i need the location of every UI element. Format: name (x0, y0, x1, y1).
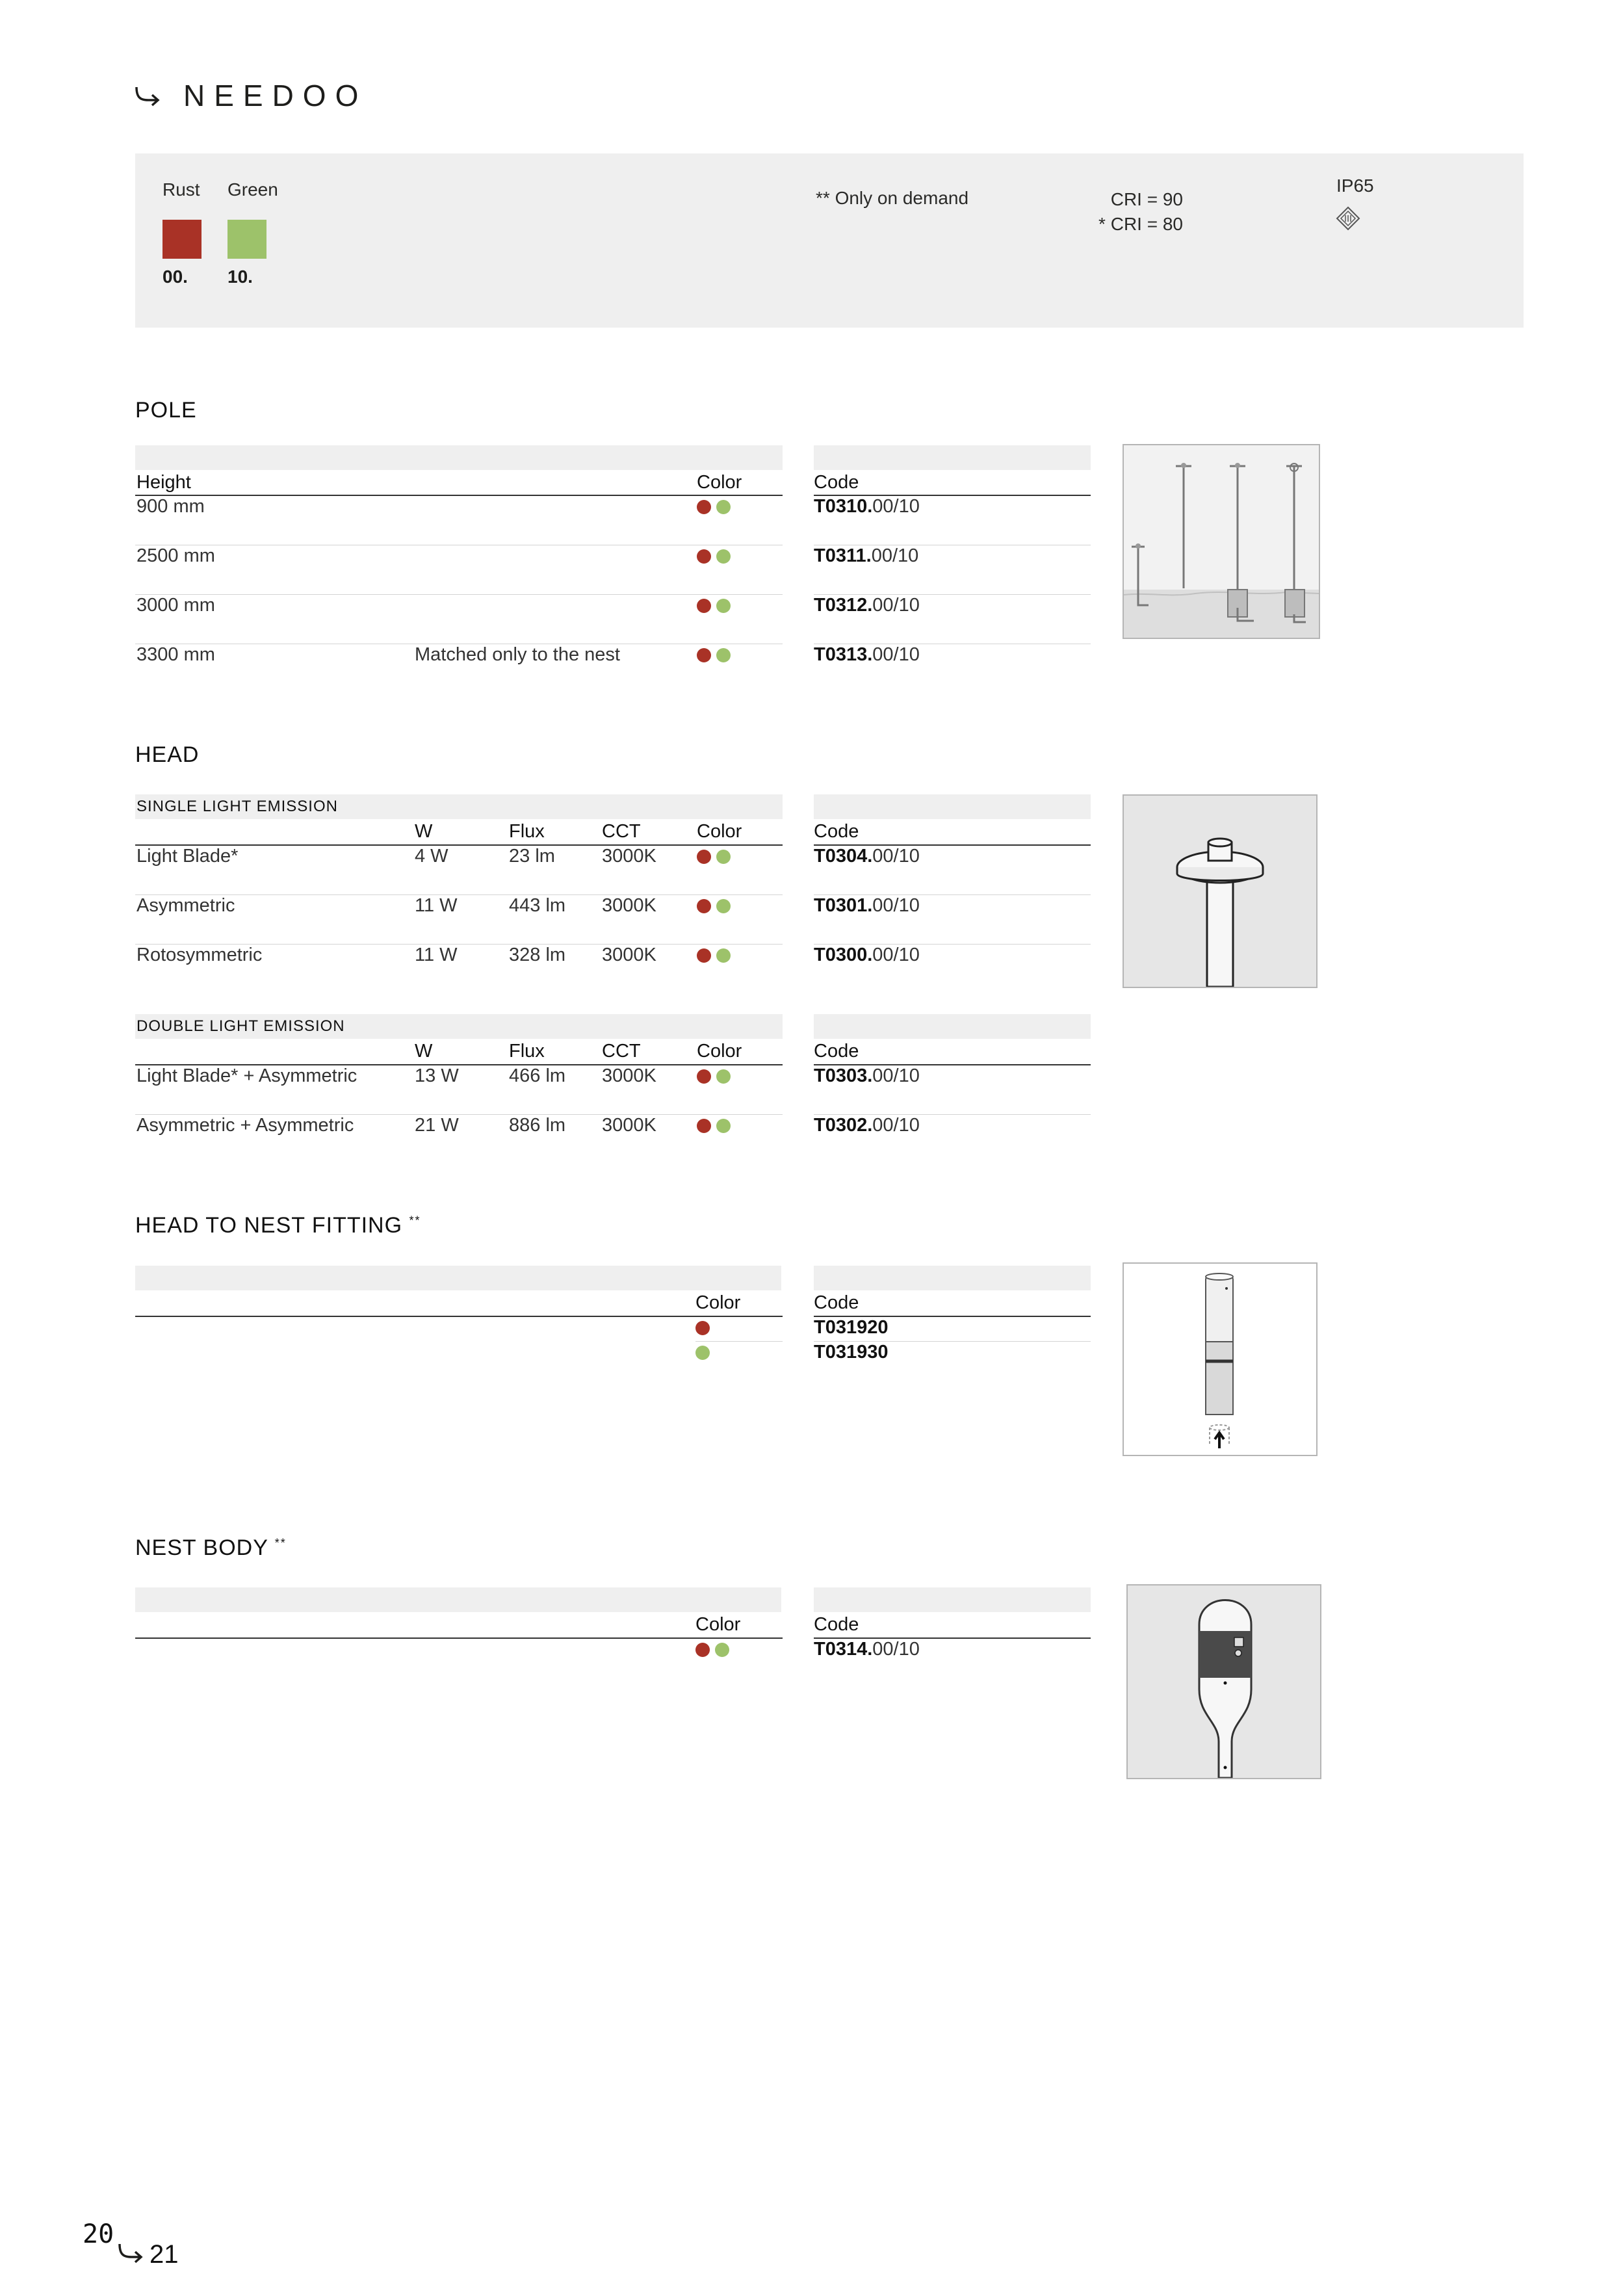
fitting-header-color: Color (695, 1292, 741, 1313)
rust-dot (695, 1643, 710, 1657)
pole-header-height: Height (136, 472, 191, 493)
hook-arrow-icon (134, 85, 161, 107)
fitting-header-code: Code (814, 1292, 859, 1313)
color-dots (697, 1119, 731, 1133)
rust-dot (697, 850, 711, 864)
pole-row-code: T0311.00/10 (814, 545, 919, 566)
swatch-code-rust: 00. (162, 267, 188, 287)
head-row-flux: 23 lm (509, 846, 555, 867)
head-row-code: T0301.00/10 (814, 895, 920, 916)
pole-row-height: 900 mm (136, 496, 205, 517)
nest-header-rule (135, 1637, 783, 1639)
pole-row-height: 3300 mm (136, 644, 215, 665)
fitting-row-code: T031930 (814, 1342, 889, 1363)
green-dot (695, 1346, 710, 1360)
head-row-code: T0304.00/10 (814, 846, 920, 867)
color-dots (695, 1321, 710, 1335)
rust-dot (697, 948, 711, 963)
fitting-illustration (1123, 1262, 1318, 1456)
green-dot (716, 1069, 731, 1084)
rust-swatch (162, 220, 201, 259)
head-row-w: 11 W (415, 895, 458, 916)
color-dots (697, 549, 731, 564)
color-dots (697, 899, 731, 913)
color-dots (697, 850, 731, 864)
head-row-name: Light Blade* (136, 846, 239, 867)
nest-code-bar (814, 1587, 1091, 1612)
swatch-label-rust: Rust (162, 179, 200, 200)
head-header-w: W (415, 821, 433, 842)
color-dots (695, 1346, 710, 1360)
row-divider (695, 1341, 783, 1342)
double-row-code: T0303.00/10 (814, 1065, 920, 1086)
rust-dot (697, 1119, 711, 1133)
pole-row-code: T0313.00/10 (814, 644, 920, 665)
green-dot (716, 948, 731, 963)
page-number-left: 20 (83, 2219, 114, 2249)
head-illustration (1123, 794, 1318, 988)
pole-table-bar (135, 445, 783, 470)
pole-row-height: 3000 mm (136, 595, 215, 616)
page-header (134, 78, 367, 113)
double-row-w: 21 W (415, 1115, 459, 1136)
green-dot (716, 599, 731, 613)
rust-dot (697, 899, 711, 913)
pole-header-rule (135, 495, 783, 496)
color-dots (697, 500, 731, 514)
fitting-code-bar (814, 1266, 1091, 1290)
pole-row-code: T0312.00/10 (814, 595, 920, 616)
double-row-flux: 886 lm (509, 1115, 566, 1136)
double-row-code: T0302.00/10 (814, 1115, 920, 1136)
nest-table-bar (135, 1587, 781, 1612)
green-dot (716, 899, 731, 913)
rust-dot (697, 648, 711, 662)
color-dots (695, 1643, 729, 1657)
double-row-flux: 466 lm (509, 1065, 566, 1086)
head-section-title: HEAD (135, 742, 200, 767)
head-row-cct: 3000K (602, 846, 656, 867)
class-iii-diamond-icon (1335, 205, 1361, 231)
ip-rating: IP65 (1336, 176, 1374, 196)
color-dots (697, 599, 731, 613)
color-dots (697, 648, 731, 662)
head-row-code: T0300.00/10 (814, 945, 920, 965)
fitting-section-title: HEAD TO NEST FITTING ** (135, 1213, 421, 1238)
double-row-name: Asymmetric + Asymmetric (136, 1115, 354, 1136)
row-divider (135, 594, 783, 595)
head-header-color: Color (697, 821, 742, 842)
rust-dot (697, 599, 711, 613)
double-header-cct: CCT (602, 1041, 641, 1062)
single-emission-label: SINGLE LIGHT EMISSION (135, 794, 783, 819)
green-dot (715, 1643, 729, 1657)
cri-80-note: * CRI = 80 (1098, 214, 1183, 234)
nest-header-color: Color (695, 1614, 741, 1635)
fitting-table-bar (135, 1266, 781, 1290)
pole-header-code: Code (814, 472, 859, 493)
double-row-w: 13 W (415, 1065, 459, 1086)
fitting-row-code: T031920 (814, 1317, 889, 1338)
page-number-right: 21 (149, 2240, 179, 2269)
head-code-bar (814, 794, 1091, 819)
pole-header-color: Color (697, 472, 742, 493)
demand-note: ** Only on demand (816, 188, 969, 208)
double-emission-label: DOUBLE LIGHT EMISSION (135, 1014, 783, 1039)
color-dots (697, 1069, 731, 1084)
head-header-code: Code (814, 821, 859, 842)
double-code-bar (814, 1014, 1091, 1039)
head-row-w: 11 W (415, 945, 458, 965)
rust-dot (695, 1321, 710, 1335)
double-row-cct: 3000K (602, 1115, 656, 1136)
head-row-name: Rotosymmetric (136, 945, 263, 965)
pole-row-height: 2500 mm (136, 545, 215, 566)
double-header-color: Color (697, 1041, 742, 1062)
head-row-cct: 3000K (602, 945, 656, 965)
head-row-flux: 443 lm (509, 895, 566, 916)
green-dot (716, 1119, 731, 1133)
nest-header-code: Code (814, 1614, 859, 1635)
green-dot (716, 648, 731, 662)
green-dot (716, 500, 731, 514)
finish-info-box (135, 153, 1524, 328)
green-swatch (227, 220, 266, 259)
rust-dot (697, 549, 711, 564)
swatch-code-green: 10. (227, 267, 253, 287)
head-row-flux: 328 lm (509, 945, 566, 965)
pole-section-title: POLE (135, 398, 197, 423)
head-row-cct: 3000K (602, 895, 656, 916)
head-row-name: Asymmetric (136, 895, 235, 916)
double-header-w: W (415, 1041, 433, 1062)
double-header-flux: Flux (509, 1041, 545, 1062)
pole-row-code: T0310.00/10 (814, 496, 920, 517)
cri-90-note: CRI = 90 (1110, 189, 1183, 209)
green-dot (716, 850, 731, 864)
color-dots (697, 948, 731, 963)
head-header-flux: Flux (509, 821, 545, 842)
head-row-w: 4 W (415, 846, 448, 867)
nest-row-code: T0314.00/10 (814, 1639, 920, 1660)
hook-arrow-icon (117, 2241, 144, 2263)
pole-heights-illustration (1123, 444, 1320, 639)
nest-body-illustration (1126, 1584, 1321, 1779)
rust-dot (697, 500, 711, 514)
nest-section-title: NEST BODY ** (135, 1535, 287, 1560)
pole-code-bar (814, 445, 1091, 470)
pole-row-note: Matched only to the nest (415, 644, 620, 665)
head-header-cct: CCT (602, 821, 641, 842)
double-row-cct: 3000K (602, 1065, 656, 1086)
product-title: NEEDOO (183, 79, 368, 112)
double-header-code: Code (814, 1041, 859, 1062)
rust-dot (697, 1069, 711, 1084)
green-dot (716, 549, 731, 564)
swatch-label-green: Green (227, 179, 278, 200)
double-row-name: Light Blade* + Asymmetric (136, 1065, 357, 1086)
fitting-header-rule (135, 1316, 783, 1317)
